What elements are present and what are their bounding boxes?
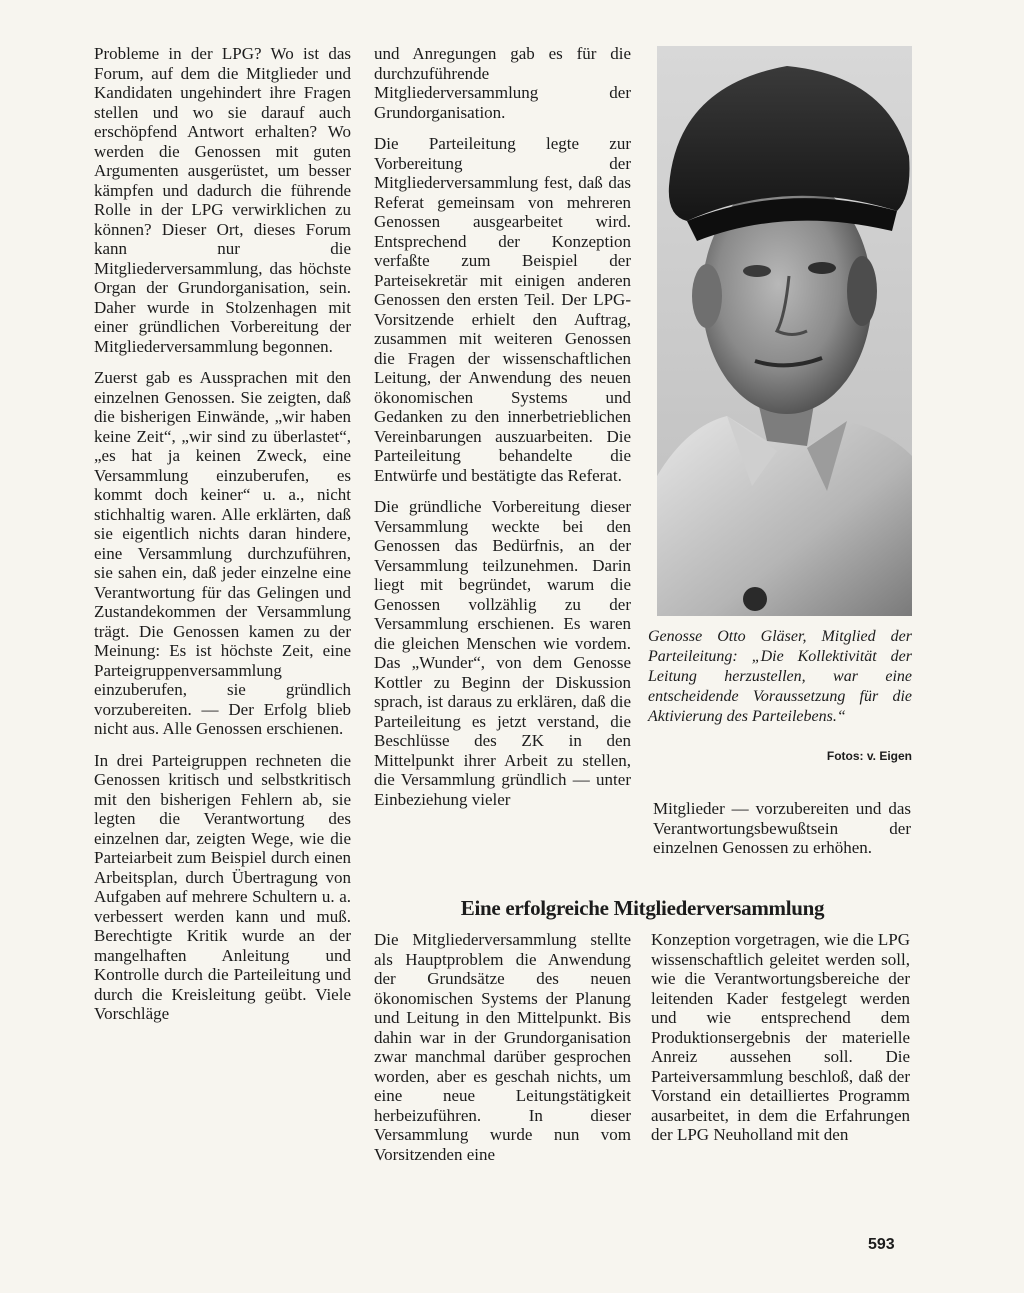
photo-caption: Genosse Otto Gläser, Mitglied der Parteileitung: „Die Kollektivität der Leitung herzustellen, war eine entscheidende Voraussetzung für die Aktivierung des Parteilebens.“	[648, 628, 912, 725]
paragraph: Zuerst gab es Aussprachen mit den einzelnen Genossen. Sie zeigten, daß die bisherigen Einwände, „wir haben keine Zeit“, „wir sind zu überlastet“, „es hat ja keinen Zweck, eine Versammlung einzuberufen, es kommt doch keiner“ u. a., nicht stichhaltig waren. Alle erklärten, daß sie eigentlich nichts daran hindere, eine Versammlung durchzuführen, sie sahen ein, daß jeder einzelne eine Verantwortung für das Gelingen und Zustandekommen der Versammlung trägt. Die Genossen kamen zu der Meinung: Es ist höchste Zeit, eine Parteigruppenversammlung einzuberufen, sie gründlich vorzubereiten. — Der Erfolg blieb nicht aus. Alle Genossen erschienen.	[94, 368, 351, 738]
article-column-4	[374, 930, 631, 1164]
article-column-3	[653, 799, 911, 858]
article-column-5	[651, 930, 910, 1145]
paragraph: Probleme in der LPG? Wo ist das Forum, auf dem die Mitglieder und Kandidaten ungehindert ihre Fragen stellen und wo sie darauf auch erschöpfend Antwort erhalten? Wo werden die Genossen mit guten Argumenten ausgerüstet, um besser kämpfen und dadurch die führende Rolle in der LPG verwirklichen zu können? Dieser Ort, dieses Forum kann nur die Mitgliederversammlung, das höchste Organ der Grundorganisation, sein. Daher wurde in Stolzenhagen mit einer gründlichen Vorbereitung der Mitgliederversammlung begonnen.	[94, 44, 351, 356]
paragraph: Die Mitgliederversammlung stellte als Hauptproblem die Anwendung der Grundsätze des neuen ökonomischen Systems der Planung und Leitung in den Mittelpunkt. Bis dahin war in der Grundorganisation zwar manchmal darüber gesprochen worden, aber es geschah nichts, um eine neue Leitungstätigkeit herbeizuführen. In dieser Versammlung wurde nun vom Vorsitzenden eine	[374, 930, 631, 1164]
paragraph: Die Parteileitung legte zur Vorbereitung der Mitgliederversammlung fest, daß das Referat gemeinsam von mehreren Genossen ausgearbeitet wird. Entsprechend der Konzeption verfaßte zum Beispiel der Parteisekretär mit einigen anderen Genossen den ersten Teil. Der LPG-Vorsitzende erhielt den Auftrag, zusammen mit weiteren Genossen die Fragen der wissenschaftlichen Leitung, der Anwendung des neuen ökonomischen Systems und Gedanken zu den innerbetrieblichen Vereinbarungen auszuarbeiten. Die Parteileitung behandelte die Entwürfe und bestätigte das Referat.	[374, 134, 631, 485]
paragraph: Konzeption vorgetragen, wie die LPG wissenschaftlich geleitet werden soll, wie die Verantwortungsbereiche der leitenden Kader festgelegt werden und wie entsprechend dem Produktionsergebnis der materielle Anreiz aussehen soll. Die Parteiversammlung beschloß, daß der Vorstand ein detailliertes Programm ausarbeitet, in dem die Erfahrungen der LPG Neuholland mit den	[651, 930, 910, 1144]
article-column-1	[94, 44, 351, 1024]
article-column-2	[374, 44, 631, 809]
paragraph: In drei Parteigruppen rechneten die Genossen kritisch und selbstkritisch mit den bisherigen Fehlern ab, sie legten die Verantwortung des einzelnen dar, zeigten Wege, wie die Parteiarbeit zum Beispiel durch einen Arbeitsplan, durch Übertragung von Aufgaben auf mehrere Schultern u. a. verbessert werden kann und muß. Berechtigte Kritik wurde an der mangelhaften Anleitung und Kontrolle durch die Parteileitung und durch die Kreisleitung geübt. Viele Vorschläge	[94, 750, 351, 1023]
portrait-photo	[657, 46, 912, 616]
paragraph: Die gründliche Vorbereitung dieser Versammlung weckte bei den Genossen das Bedürfnis, an der Versammlung teilzunehmen. Darin liegt mit begründet, warum die Genossen vollzählig zu der Versammlung erschienen. Es waren die gleichen Menschen wie vordem. Das „Wunder“, von dem Genosse Kottler zu Beginn der Diskussion sprach, ist daraus zu erklären, daß die Parteileitung es jetzt verstand, die Beschlüsse des ZK in den Mittelpunkt ihrer Arbeit zu stellen, die Versammlung gründlich — unter Einbeziehung vieler	[374, 497, 631, 809]
photo-credit: Fotos: v. Eigen	[826, 749, 912, 763]
paragraph: und Anregungen gab es für die durchzuführende Mitgliederversammlung der Grundorganisation.	[374, 44, 631, 122]
paragraph: Mitglieder — vorzubereiten und das Verantwortungsbewußtsein der einzelnen Genossen zu erhöhen.	[653, 799, 911, 857]
section-heading: Eine erfolgreiche Mitgliederversammlung	[460, 896, 825, 920]
page-number: 593	[868, 1236, 895, 1253]
